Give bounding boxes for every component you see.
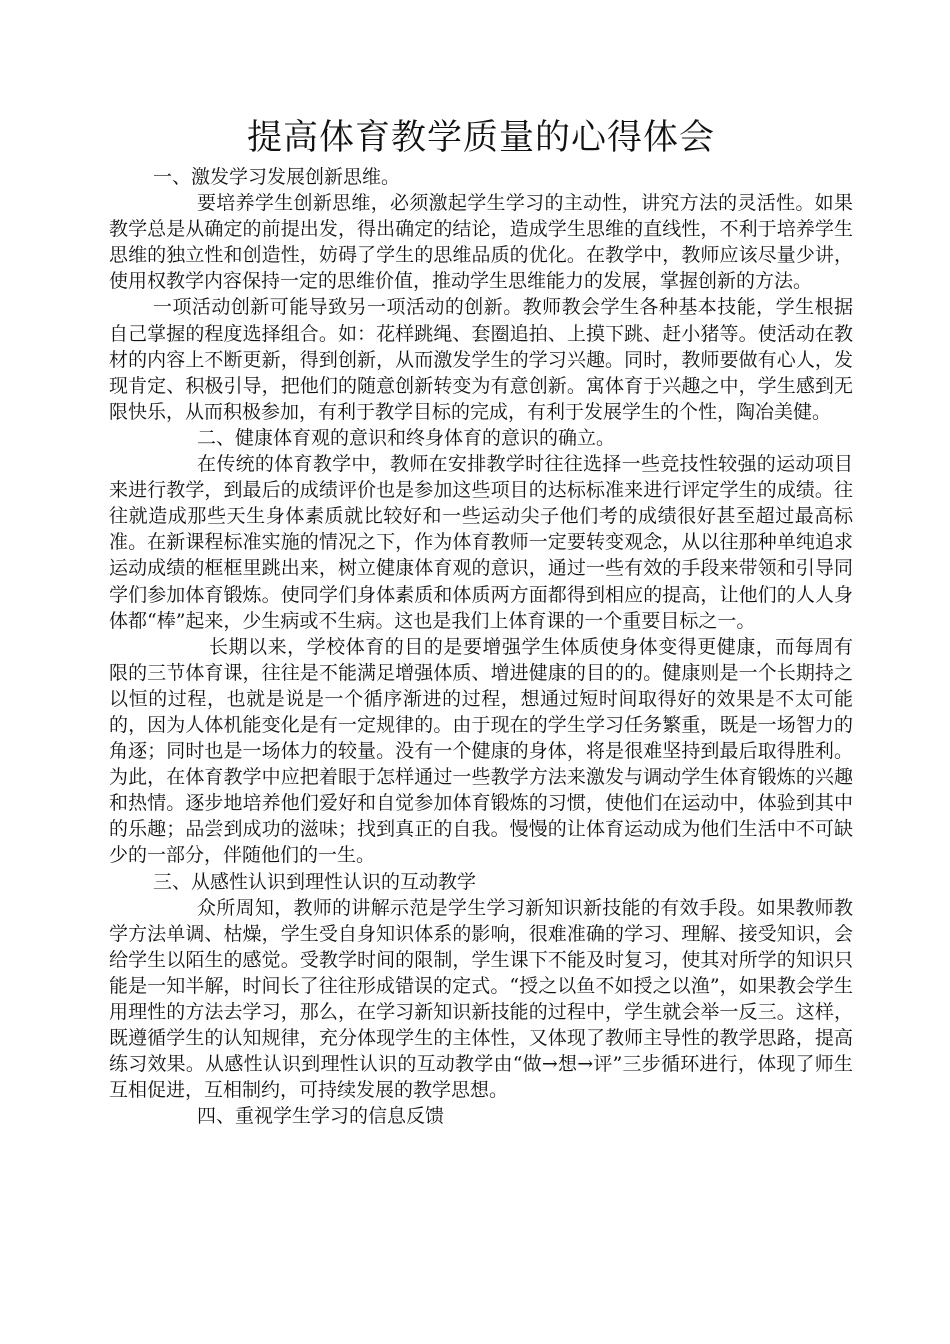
body-paragraph: 要培养学生创新思维，必须激起学生学习的主动性，讲究方法的灵活性。如果教学总是从确定的前提出发，得出确定的结论，造成学生思维的直线性，不利于培养学生思维的独立性和创造性，妨碍了学生的思维品质的优化。在教学中，教师应该尽量少讲，使用权教学内容保持一定的思维价值，推动学生思维能力的发展，掌握创新的方法。 (109, 192, 853, 293)
section-heading: 四、重视学生学习的信息反馈 (197, 1105, 445, 1128)
document-page (109, 112, 853, 1129)
document-title: 提高体育教学质量的心得体会 (246, 118, 715, 158)
body-paragraph: 一项活动创新可能导致另一项活动的创新。教师教会学生各种基本技能，学生根据自己掌握的程度选择组合。如：花样跳绳、套圈追拍、上摸下跳、赶小猪等。使活动在教材的内容上不断更新，得到创新，从而激发学生的学习兴趣。同时，教师要做有心人，发现肯定、积极引导，把他们的随意创新转变为有意创新。寓体育于兴趣之中，学生感到无限快乐，从而积极参加，有利于教学目标的完成，有利于发展学生的个性，陶冶美健。 (109, 296, 853, 423)
body-paragraph: 在传统的体育教学中，教师在安排教学时往往选择一些竞技性较强的运动项目来进行教学，到最后的成绩评价也是参加这些项目的达标标准来进行评定学生的成绩。往往就造成那些天生身体素质就比较好和一些运动尖子他们考的成绩很好甚至超过最高标准。在新课程标准实施的情况之下，作为体育教师一定要转变观念，从以往那种单纯追求运动成绩的框框里跳出来，树立健康体育观的意识，通过一些有效的手段来带领和引导同学们参加体育锻炼。使同学们身体素质和体质两方面都得到相应的提高，让他们的人人身体都“棒”起来，少生病或不生病。这也是我们上体育课的一个重要目标之一。 (109, 453, 853, 632)
section-heading: 一、激发学习发展创新思维。 (153, 166, 401, 188)
section-heading: 二、健康体育观的意识和终身体育的意识的确立。 (197, 426, 616, 449)
body-paragraph: 长期以来，学校体育的目的是要增强学生体质使身体变得更健康，而每周有限的三节体育课，往往是不能满足增强体质、增进健康的目的的。健康则是一个长期持之以恒的过程，也就是说是一个循序渐进的过程，想通过短时间取得好的效果是不太可能的，因为人体机能变化是有一定规律的。由于现在的学生学习任务繁重，既是一场智力的角逐；同时也是一场体力的较量。没有一个健康的身体，将是很难坚持到最后取得胜利。为此，在体育教学中应把着眼于怎样通过一些教学方法来激发与调动学生体育锻炼的兴趣和热情。逐步地培养他们爱好和自觉参加体育锻炼的习惯，使他们在运动中，体验到其中的乐趣；品尝到成功的滋味；找到真正的自我。慢慢的让体育运动成为他们生活中不可缺少的一部分，伴随他们的一生。 (109, 635, 853, 867)
section-heading: 三、从感性认识到理性认识的互动教学 (153, 870, 477, 893)
body-paragraph: 众所周知，教师的讲解示范是学生学习新知识新技能的有效手段。如果教师教学方法单调、枯燥，学生受自身知识体系的影响，很难准确的学习、理解、接受知识，会给学生以陌生的感觉。受教学时间的限制，学生课下不能及时复习，使其对所学的知识只能是一知半解，时间长了往往形成错误的定式。“授之以鱼不如授之以渔”，如果教会学生用理性的方法去学习，那么，在学习新知识新技能的过程中，学生就会举一反三。这样，既遵循学生的认知规律，充分体现学生的主体性，又体现了教师主导性的教学思路，提高练习效果。从感性认识到理性认识的互动教学由“做→想→评”三步循环进行，体现了师生互相促进，互相制约，可持续发展的教学思想。 (109, 896, 853, 1102)
